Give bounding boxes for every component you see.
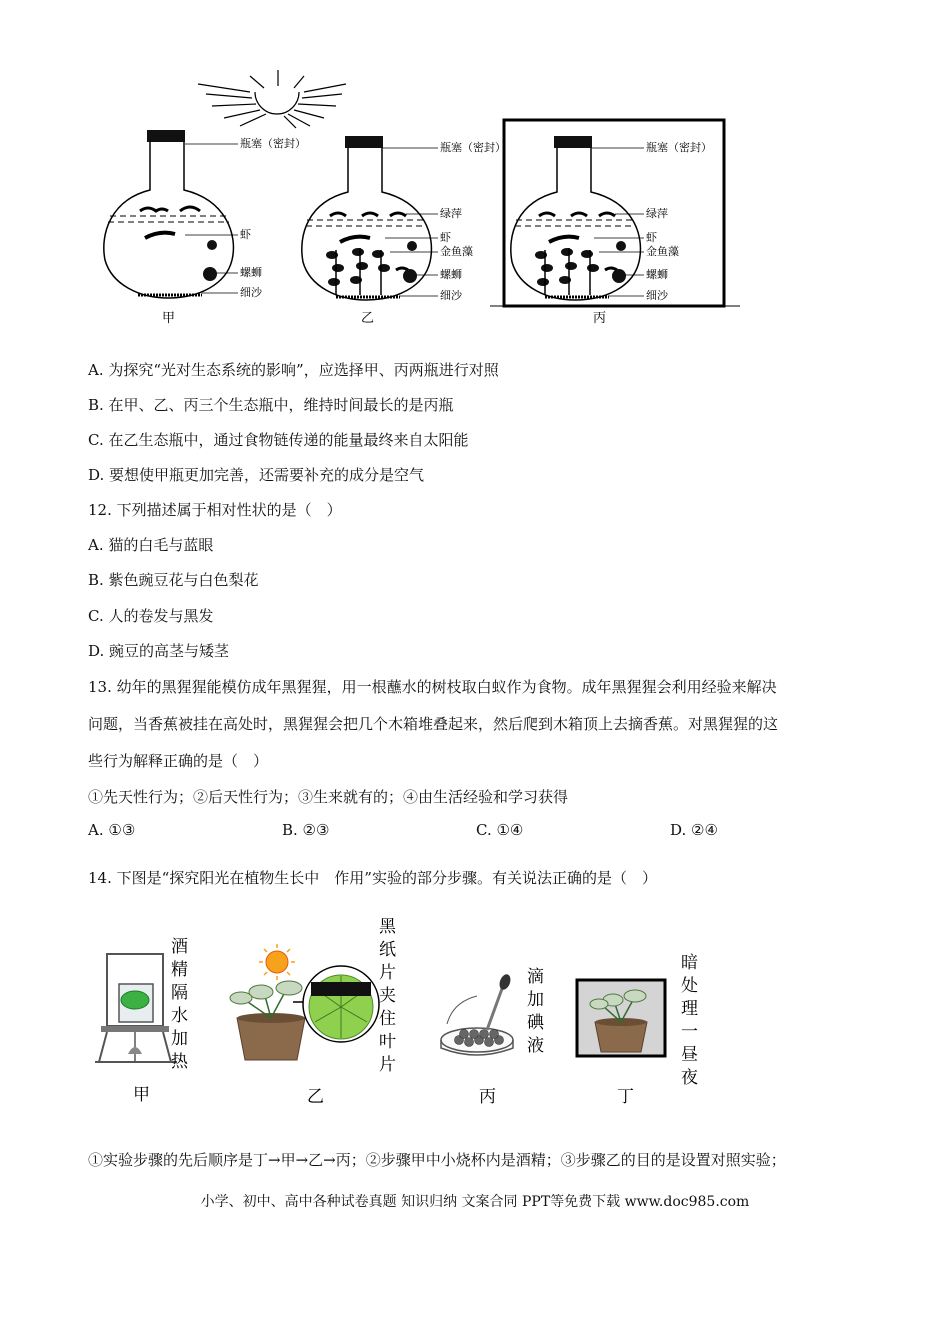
label-hornwort-yi: 金鱼藻 [440, 245, 473, 258]
label-duckweed-bing: 绿萍 [646, 207, 668, 220]
caption-jia: 甲 [162, 311, 176, 326]
label-sand-bing: 细沙 [646, 289, 668, 302]
q12-stem: 12. 下列描述属于相对性状的是（ ） [88, 501, 342, 519]
label-stopper-bing: 瓶塞（密封） [646, 141, 712, 154]
photosynthesis-steps-figure [95, 912, 715, 1112]
q14-statements: ①实验步骤的先后顺序是丁→甲→乙→丙；②步骤甲中小烧杯内是酒精；③步骤乙的目的是设置对照实验； [88, 1151, 786, 1169]
caption-step-ding: 丁 [617, 1087, 634, 1107]
caption-bing: 丙 [593, 311, 607, 326]
label-shrimp-bing: 虾 [646, 231, 657, 244]
q13-stem-line-3: 些行为解释正确的是（ ） [88, 752, 269, 770]
q13-statements: ①先天性行为；②后天性行为；③生来就有的；④由生活经验和学习获得 [88, 788, 569, 806]
label-snail-bing: 螺蛳 [646, 268, 668, 281]
caption-step-yi: 乙 [307, 1087, 324, 1107]
q11-option-d: D. 要想使甲瓶更加完善，还需要补充的成分是空气 [88, 466, 425, 484]
step-label-ding: 暗处理一昼夜 [681, 953, 698, 1088]
q12-option-b: B. 紫色豌豆花与白色梨花 [88, 571, 259, 589]
label-stopper-yi: 瓶塞（密封） [440, 141, 506, 154]
q13-stem-line-1: 13. 幼年的黑猩猩能模仿成年黑猩猩，用一根蘸水的树枝取白蚁作为食物。成年黑猩猩会利用经验来解决 [88, 678, 777, 696]
dark-box-plant [577, 980, 665, 1056]
label-snail-yi: 螺蛳 [440, 268, 462, 281]
bottle-yi [302, 136, 438, 300]
iodine-dish [441, 973, 513, 1055]
label-shrimp-jia: 虾 [240, 228, 251, 241]
q13-option-d: D. ②④ [670, 821, 718, 839]
page-footer: 小学、初中、高中各种试卷真题 知识归纳 文案合同 PPT等免费下载 www.doc985.com [200, 1194, 750, 1210]
caption-step-bing: 丙 [479, 1087, 496, 1107]
q12-option-c: C. 人的卷发与黑发 [88, 607, 214, 625]
q11-option-a: A. 为探究“光对生态系统的影响”，应选择甲、丙两瓶进行对照 [88, 361, 499, 379]
bottle-jia [104, 130, 238, 298]
plant-with-black-paper [230, 944, 379, 1060]
ecosystem-bottles-figure [100, 70, 750, 335]
q12-option-d: D. 豌豆的高茎与矮茎 [88, 642, 230, 660]
q13-stem-line-2: 问题，当香蕉被挂在高处时，黑猩猩会把几个木箱堆叠起来，然后爬到木箱顶上去摘香蕉。对黑猩猩的这 [88, 715, 779, 733]
q11-option-b: B. 在甲、乙、丙三个生态瓶中，维持时间最长的是丙瓶 [88, 396, 454, 414]
q13-option-a: A. ①③ [88, 821, 136, 839]
water-bath-apparatus [95, 954, 177, 1062]
label-snail-jia: 螺蛳 [240, 266, 262, 279]
sun-icon [198, 70, 346, 128]
label-hornwort-bing: 金鱼藻 [646, 245, 679, 258]
step-label-jia: 酒精隔水加热 [171, 937, 188, 1072]
step-label-yi: 黑纸片夹住叶片 [379, 917, 396, 1075]
caption-step-jia: 甲 [133, 1085, 150, 1105]
q14-stem: 14. 下图是“探究阳光在植物生长中 作用”实验的部分步骤。有关说法正确的是（ ） [88, 869, 657, 887]
label-stopper-jia: 瓶塞（密封） [240, 137, 306, 150]
caption-yi: 乙 [361, 311, 375, 326]
label-duckweed-yi: 绿萍 [440, 207, 462, 220]
q13-option-c: C. ①④ [476, 821, 524, 839]
q12-option-a: A. 猫的白毛与蓝眼 [88, 536, 214, 554]
q11-option-c: C. 在乙生态瓶中，通过食物链传递的能量最终来自太阳能 [88, 431, 469, 449]
label-sand-jia: 细沙 [240, 286, 262, 299]
q13-option-b: B. ②③ [282, 821, 330, 839]
step-label-bing: 滴加碘液 [527, 967, 544, 1056]
label-sand-yi: 细沙 [440, 289, 462, 302]
label-shrimp-yi: 虾 [440, 231, 451, 244]
